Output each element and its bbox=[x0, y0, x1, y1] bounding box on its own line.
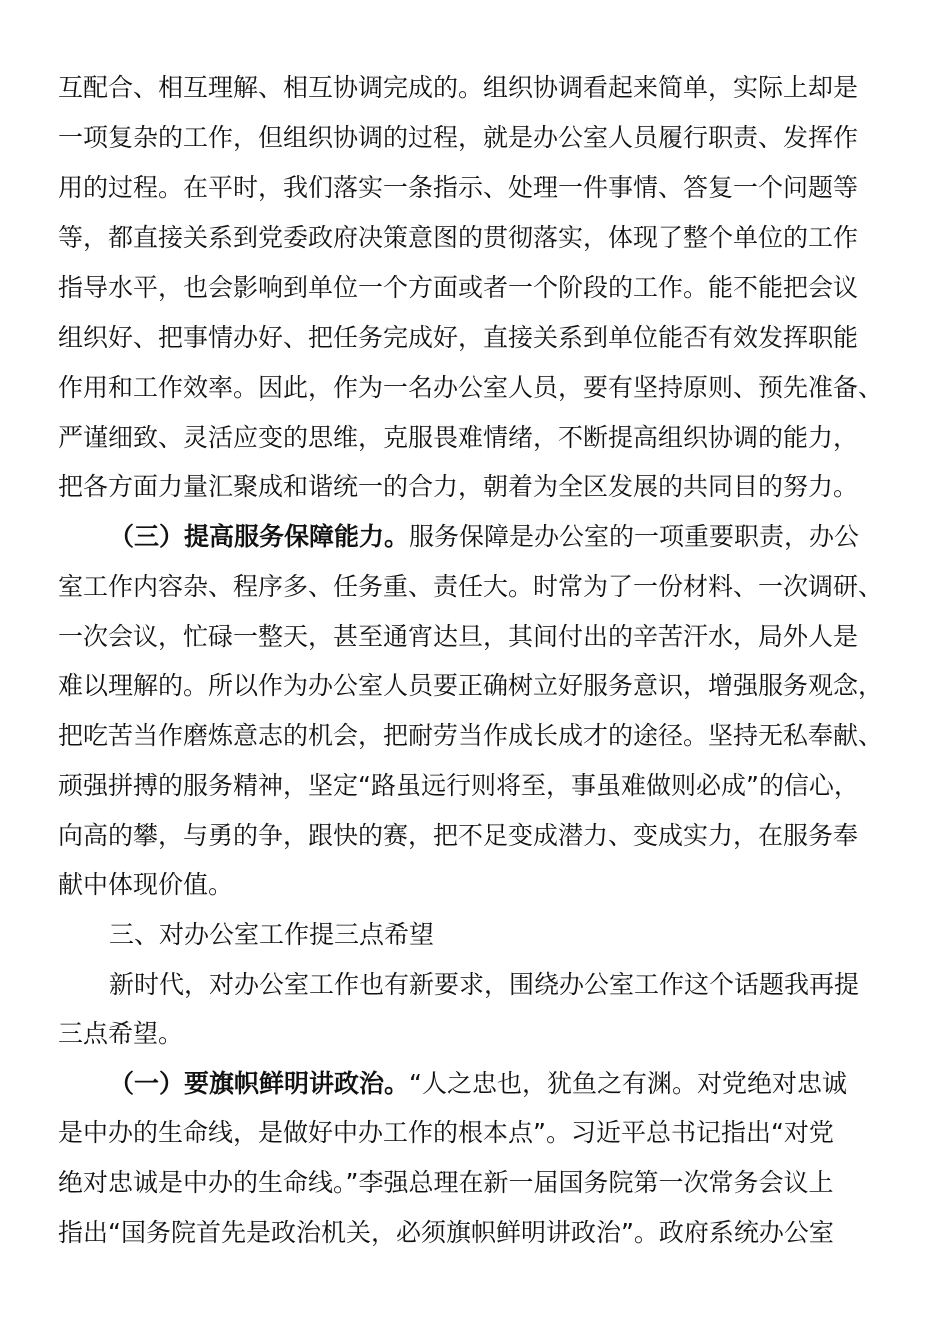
paragraph-text: 服务保障是办公室的一项重要职责，办公 bbox=[409, 522, 860, 551]
text-line: 作用和工作效率。因此，作为一名办公室人员，要有坚持原则、预先准备、 bbox=[58, 373, 884, 402]
text-line: 难以理解的。所以作为办公室人员要正确树立好服务意识，增强服务观念， bbox=[58, 671, 884, 700]
text-line: 绝对忠诚是中办的生命线。”李强总理在新一届国务院第一次常务会议上 bbox=[58, 1168, 834, 1197]
text-line: 把吃苦当作磨炼意志的机会，把耐劳当作成长成才的途径。坚持无私奉献、 bbox=[58, 721, 884, 750]
text-line: 室工作内容杂、程序多、任务重、责任大。时常为了一份材料、一次调研、 bbox=[58, 572, 884, 601]
text-line: 组织好、把事情办好、把任务完成好，直接关系到单位能否有效发挥职能 bbox=[58, 323, 859, 352]
text-line: 互配合、相互理解、相互协调完成的。组织协调看起来简单，实际上却是 bbox=[58, 73, 859, 102]
text-line: 顽强拼搏的服务精神，坚定“路虽远行则将至，事虽难做则必成”的信心， bbox=[58, 771, 859, 800]
subsection-heading: （一）要旗帜鲜明讲政治。 bbox=[109, 1069, 410, 1098]
text-line: 献中体现价值。 bbox=[58, 870, 234, 899]
text-line: 新时代，对办公室工作也有新要求，围绕办公室工作这个话题我再提 bbox=[109, 970, 860, 999]
text-line: 等，都直接关系到党委政府决策意图的贯彻落实，体现了整个单位的工作 bbox=[58, 223, 859, 252]
text-line: 三点希望。 bbox=[58, 1019, 184, 1048]
paragraph-first-line bbox=[109, 517, 899, 557]
paragraph-text: “人之忠也，犹鱼之有渊。对党绝对忠诚 bbox=[409, 1069, 847, 1098]
text-line: 一次会议，忙碌一整天，甚至通宵达旦，其间付出的辛苦汗水，局外人是 bbox=[58, 622, 859, 651]
text-line: 用的过程。在平时，我们落实一条指示、处理一件事情、答复一个问题等 bbox=[58, 173, 859, 202]
text-line: 指导水平，也会影响到单位一个方面或者一个阶段的工作。能不能把会议 bbox=[58, 273, 859, 302]
paragraph-first-line bbox=[109, 1064, 899, 1104]
section-heading: 三、对办公室工作提三点希望 bbox=[109, 920, 435, 949]
text-line: 严谨细致、灵活应变的思维，克服畏难情绪，不断提高组织协调的能力， bbox=[58, 423, 859, 452]
text-line: 把各方面力量汇聚成和谐统一的合力，朝着为全区发展的共同目的努力。 bbox=[58, 472, 859, 501]
subsection-heading: （三）提高服务保障能力。 bbox=[109, 522, 410, 551]
text-line: 一项复杂的工作，但组织协调的过程，就是办公室人员履行职责、发挥作 bbox=[58, 123, 859, 152]
text-line: 是中办的生命线，是做好中办工作的根本点”。习近平总书记指出“对党 bbox=[58, 1118, 834, 1147]
text-line: 指出“国务院首先是政治机关，必须旗帜鲜明讲政治”。政府系统办公室 bbox=[58, 1218, 834, 1247]
text-line: 向高的攀，与勇的争，跟快的赛，把不足变成潜力、变成实力，在服务奉 bbox=[58, 821, 859, 850]
